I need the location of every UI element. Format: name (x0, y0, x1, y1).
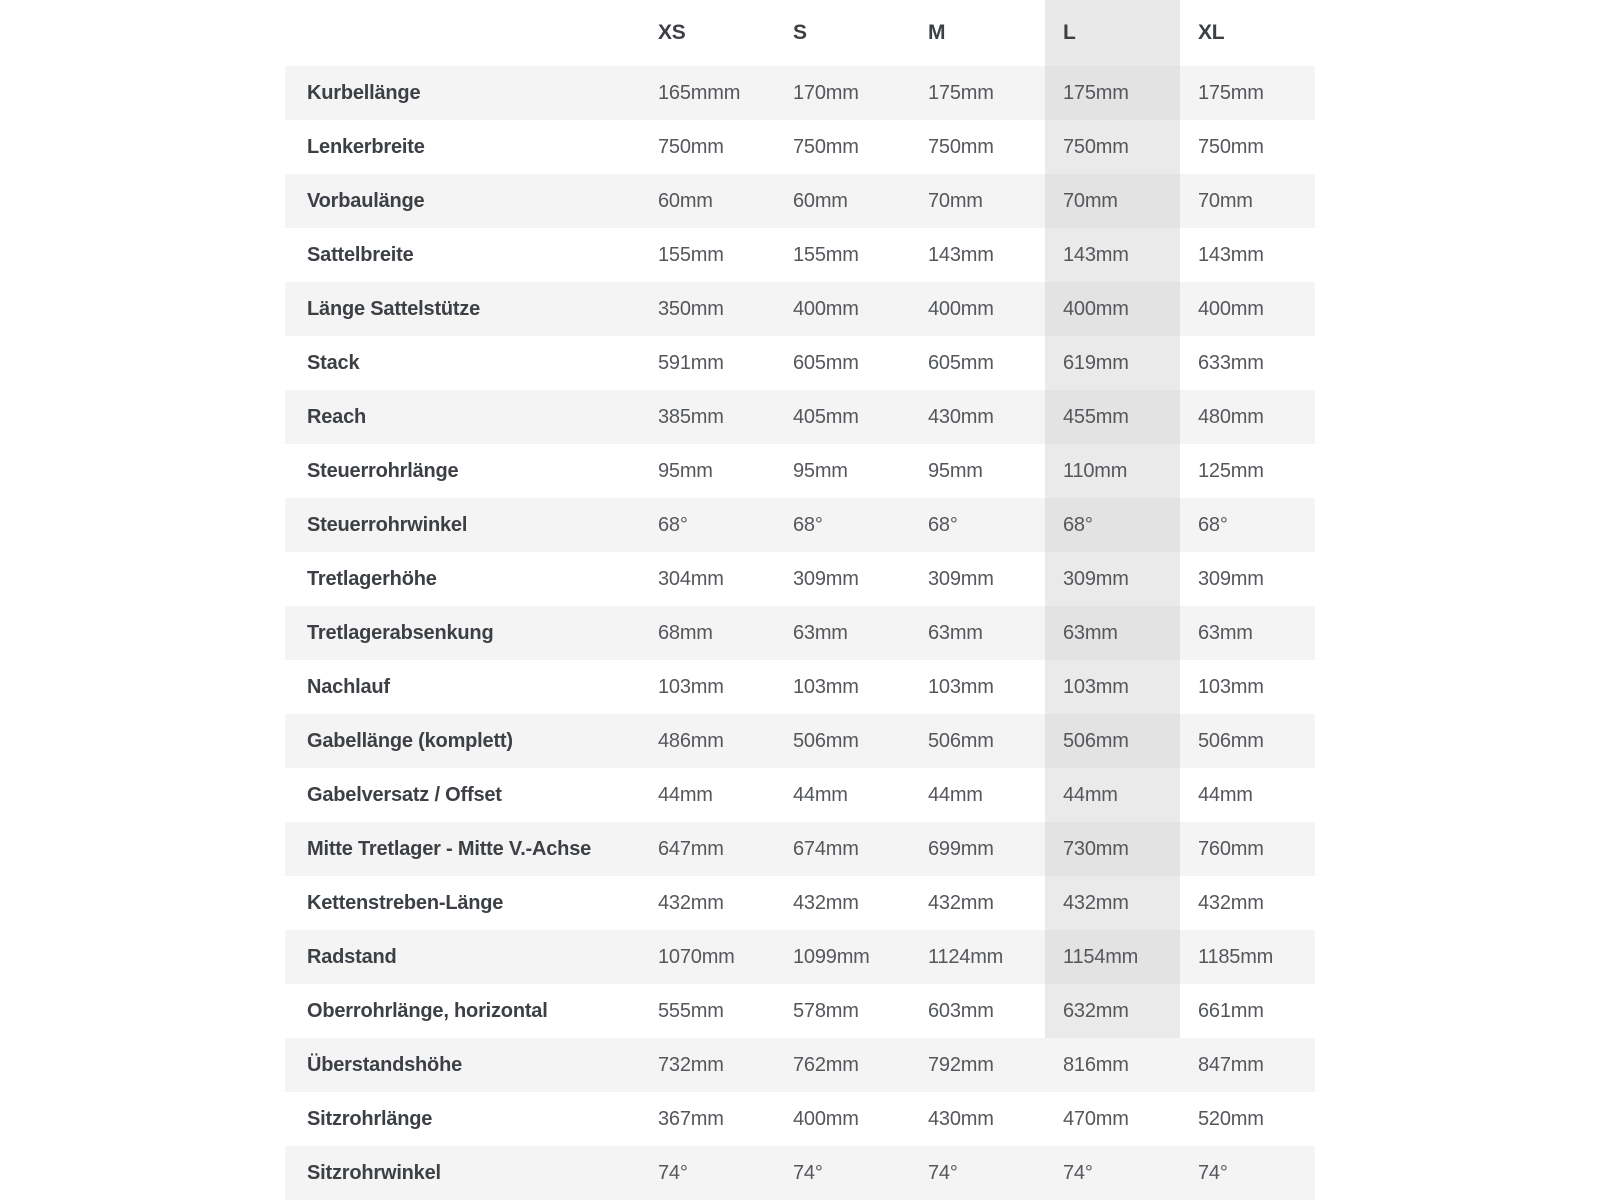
value-cell-xs: 44mm (658, 783, 713, 806)
row-label: Kettenstreben-Länge (307, 891, 504, 914)
row-label: Tretlagerhöhe (307, 567, 437, 590)
row-label: Lenkerbreite (307, 135, 425, 158)
row-label: Oberrohrlänge, horizontal (307, 999, 548, 1022)
bike-geometry-table (285, 0, 1315, 1200)
value-cell-s: 506mm (793, 729, 859, 752)
value-cell-l: 470mm (1063, 1107, 1129, 1130)
value-cell-l: 400mm (1045, 282, 1180, 336)
value-cell-s: 103mm (793, 675, 859, 698)
value-cell-xl: 400mm (1198, 297, 1264, 320)
value-cell-l: 143mm (1045, 228, 1180, 282)
value-cell-m: 70mm (928, 189, 983, 212)
value-cell-m: 103mm (928, 675, 994, 698)
value-cell-xs: 385mm (658, 405, 724, 428)
value-cell-l: 730mm (1045, 822, 1180, 876)
row-label: Gabelversatz / Offset (307, 783, 502, 806)
value-cell-m: 400mm (928, 297, 994, 320)
value-cell-xl: 309mm (1198, 567, 1264, 590)
row-label: Überstandshöhe (307, 1053, 463, 1076)
table-row (285, 282, 1315, 336)
value-cell-xl: 44mm (1198, 783, 1253, 806)
value-cell-xl: 175mm (1198, 81, 1264, 104)
table-body (285, 66, 1315, 1200)
value-cell-xs: 732mm (658, 1053, 724, 1076)
value-cell-s: 674mm (793, 837, 859, 860)
value-cell-l: 432mm (1045, 876, 1180, 930)
table-row (285, 444, 1315, 498)
value-cell-s: 400mm (793, 1107, 859, 1130)
value-cell-l: 68° (1045, 498, 1180, 552)
value-cell-m: 175mm (928, 81, 994, 104)
value-cell-xs: 350mm (658, 297, 724, 320)
value-cell-xl: 847mm (1198, 1053, 1264, 1076)
value-cell-m: 699mm (928, 837, 994, 860)
value-cell-l: 44mm (1045, 768, 1180, 822)
value-cell-l: 74° (1063, 1161, 1093, 1184)
table-row (285, 606, 1315, 660)
value-cell-xl: 125mm (1198, 459, 1264, 482)
value-cell-xl: 633mm (1198, 351, 1264, 374)
value-cell-s: 63mm (793, 621, 848, 644)
table-row (285, 984, 1315, 1038)
table-row (285, 1092, 1315, 1146)
value-cell-xs: 60mm (658, 189, 713, 212)
value-cell-xs: 74° (658, 1161, 688, 1184)
value-cell-s: 762mm (793, 1053, 859, 1076)
table-row (285, 876, 1315, 930)
row-label: Vorbaulänge (307, 189, 425, 212)
value-cell-xs: 155mm (658, 243, 724, 266)
header-spacer-cell (285, 0, 640, 66)
value-cell-xl: 68° (1198, 513, 1228, 536)
value-cell-xl: 103mm (1198, 675, 1264, 698)
value-cell-m: 143mm (928, 243, 994, 266)
value-cell-xl: 661mm (1198, 999, 1264, 1022)
value-cell-xs: 68mm (658, 621, 713, 644)
table-row (285, 660, 1315, 714)
value-cell-m: 603mm (928, 999, 994, 1022)
value-cell-s: 432mm (793, 891, 859, 914)
value-cell-s: 44mm (793, 783, 848, 806)
value-cell-xl: 760mm (1198, 837, 1264, 860)
value-cell-l: 70mm (1045, 174, 1180, 228)
value-cell-l: 63mm (1045, 606, 1180, 660)
value-cell-xl: 480mm (1198, 405, 1264, 428)
value-cell-s: 68° (793, 513, 823, 536)
size-header-s[interactable]: S (793, 21, 807, 44)
row-label: Stack (307, 351, 360, 374)
table-row (285, 822, 1315, 876)
row-label: Gabellänge (komplett) (307, 729, 513, 752)
value-cell-m: 506mm (928, 729, 994, 752)
size-header-m[interactable]: M (928, 21, 946, 44)
value-cell-xl: 432mm (1198, 891, 1264, 914)
value-cell-m: 68° (928, 513, 958, 536)
table-row (285, 1038, 1315, 1092)
table-row (285, 228, 1315, 282)
table-row (285, 714, 1315, 768)
value-cell-xl: 520mm (1198, 1107, 1264, 1130)
row-label: Sitzrohrlänge (307, 1107, 433, 1130)
row-label: Nachlauf (307, 675, 390, 698)
value-cell-xs: 165mmm (658, 81, 741, 104)
table-row (285, 498, 1315, 552)
table-row (285, 390, 1315, 444)
table-row (285, 1146, 1315, 1200)
value-cell-xs: 68° (658, 513, 688, 536)
value-cell-l: 455mm (1045, 390, 1180, 444)
value-cell-l: 103mm (1045, 660, 1180, 714)
table-row (285, 552, 1315, 606)
value-cell-m: 309mm (928, 567, 994, 590)
value-cell-s: 1099mm (793, 945, 870, 968)
value-cell-m: 750mm (928, 135, 994, 158)
size-header-xl[interactable]: XL (1198, 21, 1225, 44)
value-cell-xs: 555mm (658, 999, 724, 1022)
value-cell-s: 405mm (793, 405, 859, 428)
value-cell-l: 309mm (1045, 552, 1180, 606)
value-cell-l: 506mm (1045, 714, 1180, 768)
value-cell-s: 605mm (793, 351, 859, 374)
row-label: Sattelbreite (307, 243, 414, 266)
table-row (285, 66, 1315, 120)
value-cell-xl: 750mm (1198, 135, 1264, 158)
value-cell-xl: 74° (1198, 1161, 1228, 1184)
value-cell-xl: 143mm (1198, 243, 1264, 266)
value-cell-s: 170mm (793, 81, 859, 104)
value-cell-xs: 432mm (658, 891, 724, 914)
row-label: Länge Sattelstütze (307, 297, 481, 320)
row-label: Steuerrohrwinkel (307, 513, 468, 536)
row-label: Kurbellänge (307, 81, 421, 104)
value-cell-l: 175mm (1045, 66, 1180, 120)
value-cell-m: 44mm (928, 783, 983, 806)
value-cell-s: 309mm (793, 567, 859, 590)
value-cell-xs: 750mm (658, 135, 724, 158)
table-row (285, 120, 1315, 174)
table-row (285, 930, 1315, 984)
value-cell-xs: 486mm (658, 729, 724, 752)
value-cell-xs: 103mm (658, 675, 724, 698)
size-header-row (285, 0, 1315, 66)
value-cell-m: 95mm (928, 459, 983, 482)
value-cell-s: 60mm (793, 189, 848, 212)
value-cell-m: 74° (928, 1161, 958, 1184)
table-row (285, 768, 1315, 822)
size-header-xs[interactable]: XS (658, 21, 686, 44)
value-cell-l: 1154mm (1045, 930, 1180, 984)
table-row (285, 336, 1315, 390)
row-label: Sitzrohrwinkel (307, 1161, 441, 1184)
value-cell-xs: 95mm (658, 459, 713, 482)
value-cell-l: 110mm (1045, 444, 1180, 498)
value-cell-xs: 1070mm (658, 945, 735, 968)
value-cell-m: 792mm (928, 1053, 994, 1076)
value-cell-m: 1124mm (928, 945, 1004, 968)
value-cell-l: 619mm (1045, 336, 1180, 390)
value-cell-l: 750mm (1045, 120, 1180, 174)
value-cell-m: 432mm (928, 891, 994, 914)
value-cell-m: 63mm (928, 621, 983, 644)
value-cell-s: 750mm (793, 135, 859, 158)
value-cell-l: 816mm (1063, 1053, 1129, 1076)
value-cell-xl: 1185mm (1198, 945, 1274, 968)
value-cell-xl: 63mm (1198, 621, 1253, 644)
value-cell-xs: 304mm (658, 567, 724, 590)
value-cell-s: 95mm (793, 459, 848, 482)
row-label: Radstand (307, 945, 397, 968)
value-cell-l: 632mm (1045, 984, 1180, 1038)
value-cell-s: 74° (793, 1161, 823, 1184)
value-cell-xs: 647mm (658, 837, 724, 860)
value-cell-m: 430mm (928, 405, 994, 428)
value-cell-m: 605mm (928, 351, 994, 374)
value-cell-xs: 591mm (658, 351, 724, 374)
table-row (285, 174, 1315, 228)
size-header-l[interactable]: L (1045, 0, 1180, 66)
value-cell-xl: 70mm (1198, 189, 1253, 212)
row-label: Reach (307, 405, 367, 428)
row-label: Mitte Tretlager - Mitte V.-Achse (307, 837, 592, 860)
value-cell-m: 430mm (928, 1107, 994, 1130)
value-cell-s: 578mm (793, 999, 859, 1022)
value-cell-xl: 506mm (1198, 729, 1264, 752)
row-label: Steuerrohrlänge (307, 459, 459, 482)
value-cell-s: 155mm (793, 243, 859, 266)
value-cell-s: 400mm (793, 297, 859, 320)
row-label: Tretlagerabsenkung (307, 621, 494, 644)
value-cell-xs: 367mm (658, 1107, 724, 1130)
